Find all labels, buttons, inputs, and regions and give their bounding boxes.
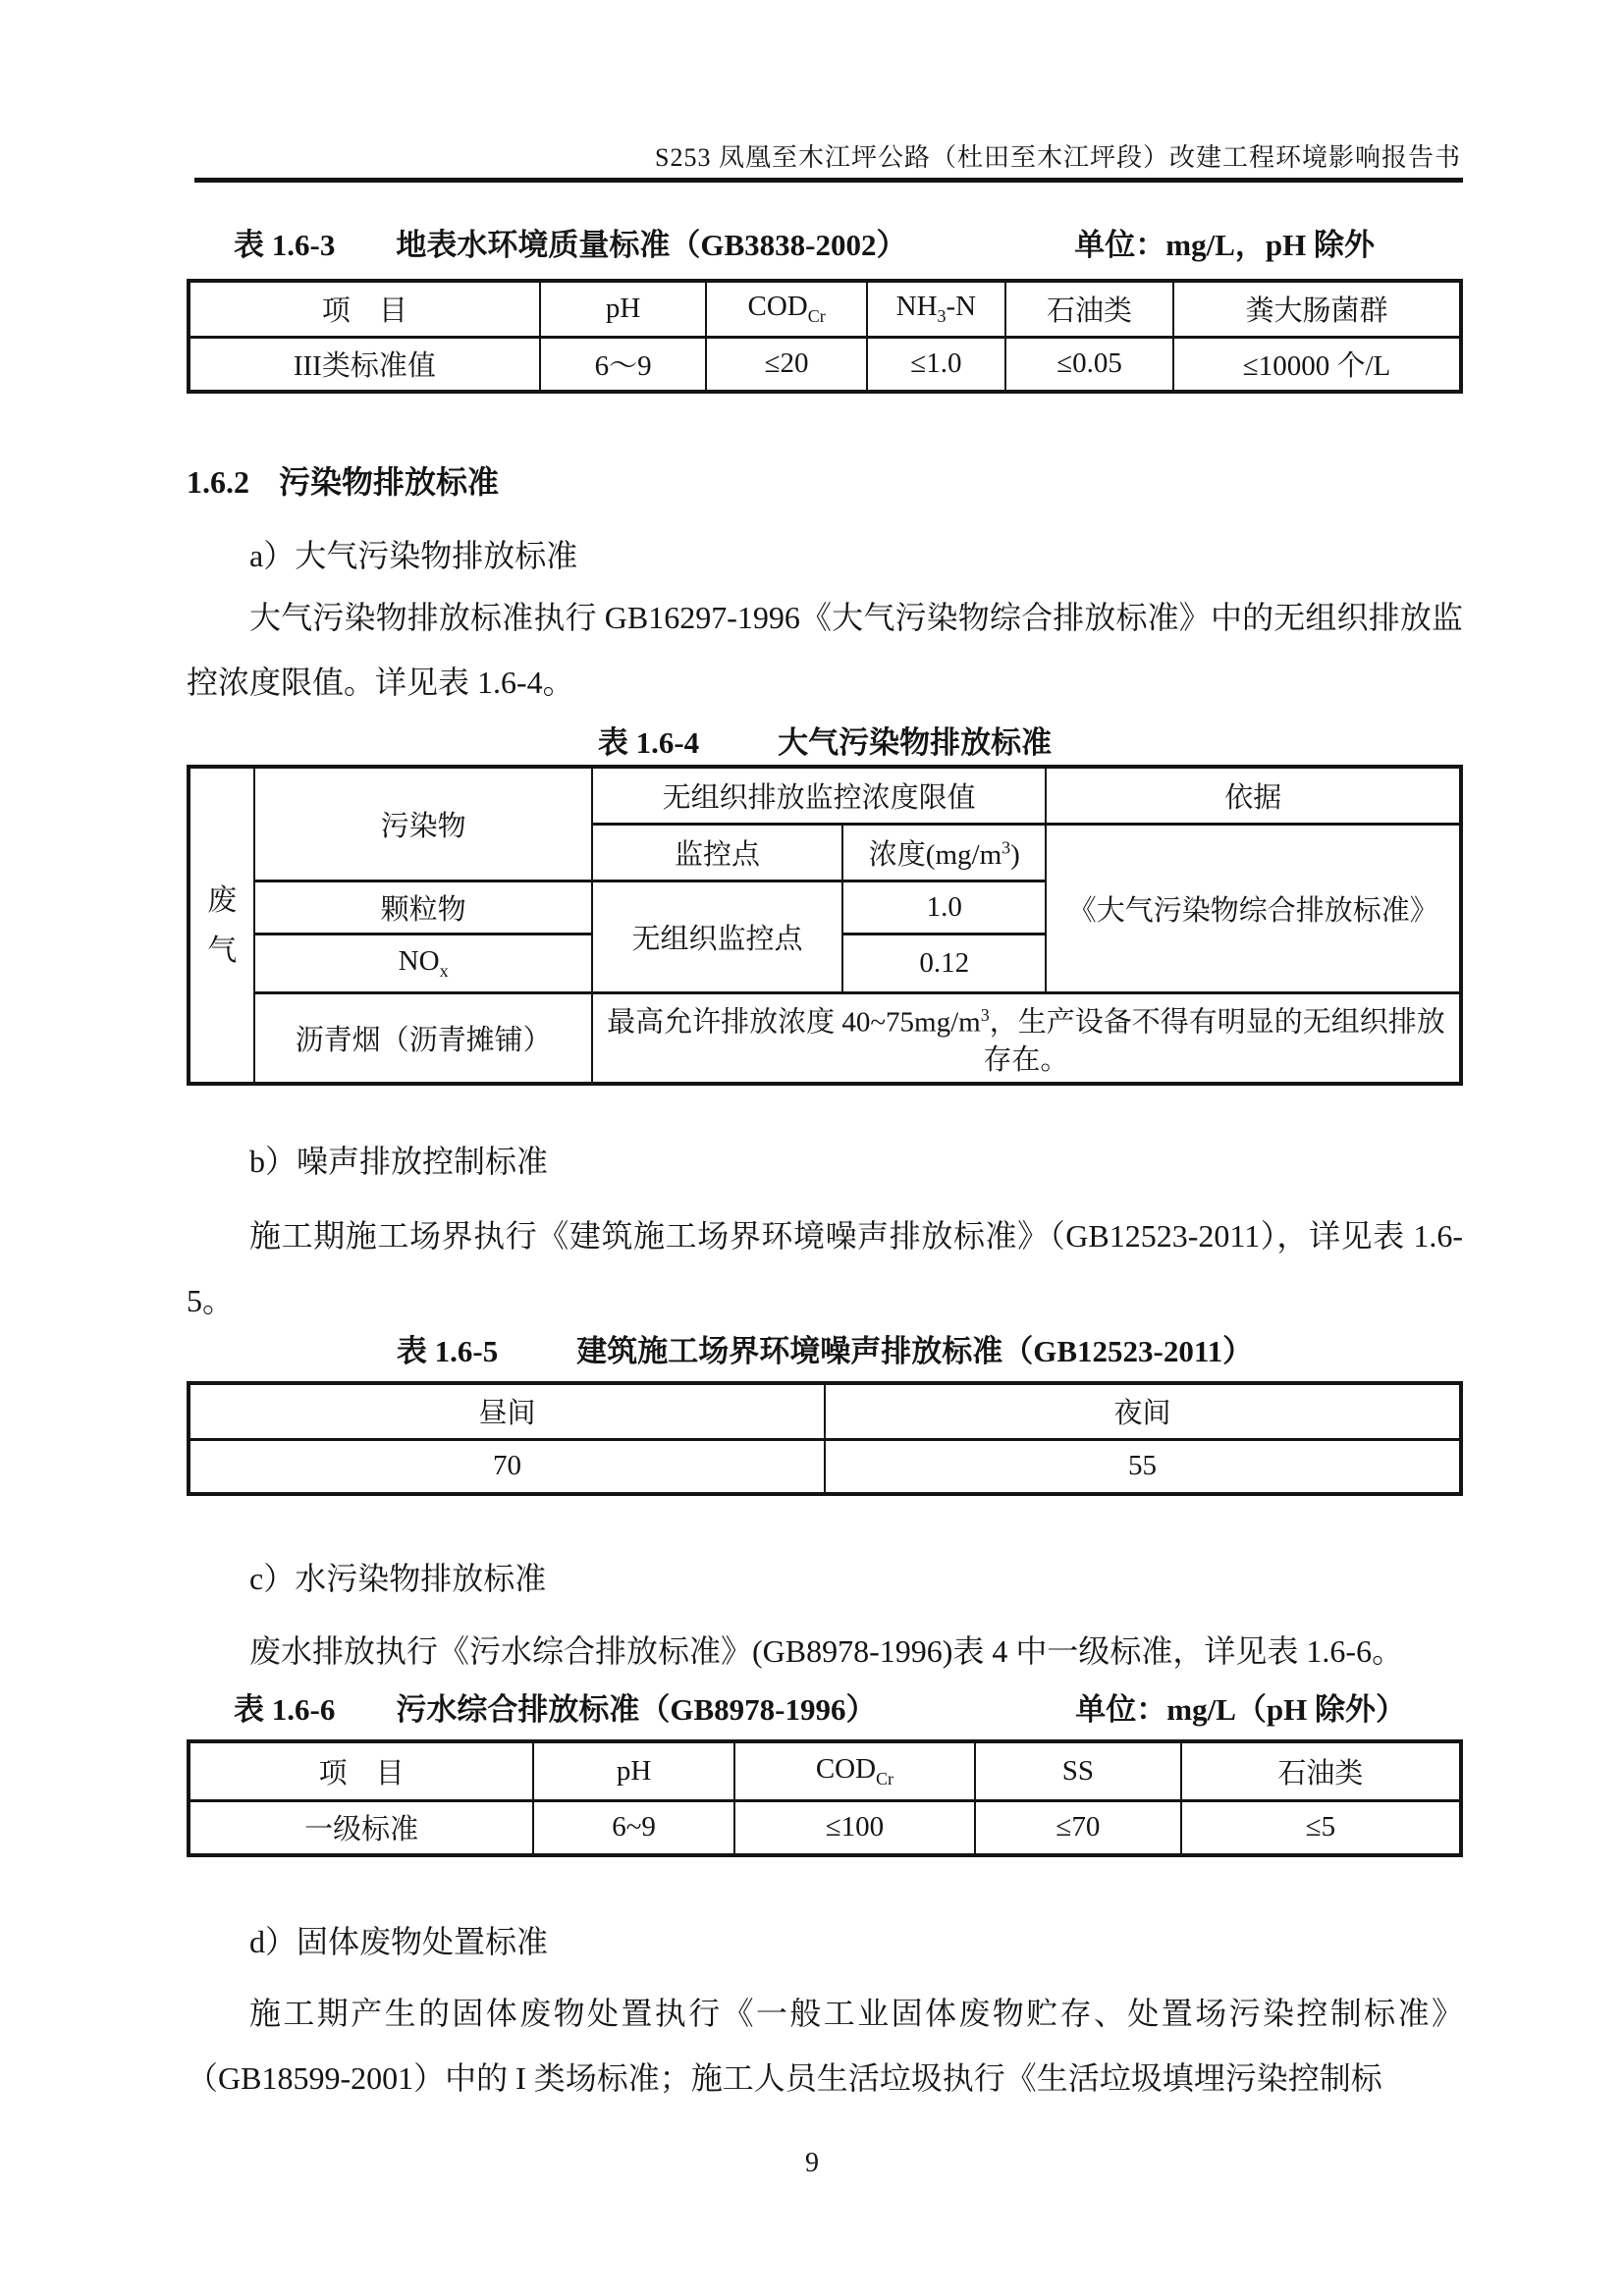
t5-value-day: 70 xyxy=(189,1439,825,1494)
conc-tail: ) xyxy=(1010,838,1020,871)
table-title: 地表水环境质量标准（GB3838-2002） xyxy=(396,228,907,262)
section-title: 污染物排放标准 xyxy=(279,464,500,500)
header-rule xyxy=(194,178,1463,183)
t6-row-oil: ≤5 xyxy=(1181,1800,1461,1855)
t4-row-nox-name xyxy=(254,934,591,992)
subsection-d-heading: d）固体废物处置标准 xyxy=(249,1924,549,1959)
table-title: 大气污染物排放标准 xyxy=(778,725,1053,760)
t3-row-cod: ≤20 xyxy=(706,337,866,392)
cod-base: COD xyxy=(815,1752,877,1785)
t6-header-cod xyxy=(734,1741,975,1800)
t6-row-ph: 6~9 xyxy=(533,1800,734,1855)
cod-sub: Cr xyxy=(876,1768,894,1789)
t3-row-item: III类标准值 xyxy=(189,337,540,392)
t4-rowgroup-waste-gas xyxy=(189,767,254,1084)
table-title: 建筑施工场界环境噪声排放标准（GB12523-2011） xyxy=(576,1334,1254,1368)
t3-header-oil: 石油类 xyxy=(1005,281,1173,337)
t4-subheader-monitor-point: 监控点 xyxy=(592,824,842,881)
subsection-b-paragraph: 施工期施工场界执行《建筑施工场界环境噪声排放标准》（GB12523-2011），详见表 1.6-5。 xyxy=(187,1218,1463,1318)
t4-header-basis: 依据 xyxy=(1046,767,1461,824)
t4-row-asphalt-name: 沥青烟（沥青摊铺） xyxy=(254,992,591,1084)
t4-basis-value: 《大气污染物综合排放标准》 xyxy=(1046,824,1461,992)
conc-pre: 浓度(mg/m xyxy=(868,838,1002,871)
cod-sub: Cr xyxy=(807,306,826,327)
cod-base: COD xyxy=(747,291,808,323)
t5-header-day: 昼间 xyxy=(189,1383,825,1439)
t3-header-item: 项 目 xyxy=(189,281,540,337)
t3-row-ph: 6～9 xyxy=(540,337,707,392)
t6-row-item: 一级标准 xyxy=(189,1800,533,1855)
t4-header-pollutant: 污染物 xyxy=(254,767,591,881)
t4-subheader-concentration xyxy=(842,824,1046,881)
table-1-6-3-caption xyxy=(187,220,1463,264)
table-label: 表 1.6-5 xyxy=(396,1334,499,1368)
table-label: 表 1.6-3 xyxy=(234,228,336,262)
nox-base: NO xyxy=(398,944,440,977)
table-1-6-4 xyxy=(187,765,1463,1086)
subsection-d-paragraph: 施工期产生的固体废物处置执行《一般工业固体废物贮存、处置场污染控制标准》（GB18599-2001）中的 I 类场标准；施工人员生活垃圾执行《生活垃圾填埋污染控制标 xyxy=(187,1996,1463,2096)
table-1-6-4-caption xyxy=(187,718,1463,762)
t6-row-cod: ≤100 xyxy=(734,1800,975,1855)
section-1-6-2-heading xyxy=(187,457,1463,503)
asphalt-note-sup: 3 xyxy=(980,1004,990,1025)
table-1-6-5-caption xyxy=(187,1326,1463,1370)
table-label: 表 1.6-4 xyxy=(597,725,700,760)
t3-header-cod xyxy=(706,281,866,337)
t3-row-coliform: ≤10000 个/L xyxy=(1173,337,1461,392)
table-unit: 单位：mg/L（pH 除外） xyxy=(1075,1692,1406,1727)
page-number: 9 xyxy=(805,2148,819,2178)
nh3-base: NH xyxy=(895,291,938,323)
section-number: 1.6.2 xyxy=(187,464,249,500)
t3-row-nh3: ≤1.0 xyxy=(867,337,1005,392)
t6-row-ss: ≤70 xyxy=(975,1800,1181,1855)
asphalt-note-pre: 最高允许排放浓度 40~75mg/m xyxy=(607,1006,981,1039)
subsection-c-paragraph: 废水排放执行《污水综合排放标准》(GB8978-1996)表 4 中一级标准，详见表 1.6-6。 xyxy=(249,1633,1404,1669)
subsection-a-heading: a）大气污染物排放标准 xyxy=(249,538,578,573)
subsection-b-heading: b）噪声排放控制标准 xyxy=(249,1144,549,1179)
t4-header-limit: 无组织排放监控浓度限值 xyxy=(592,767,1047,824)
conc-sup: 3 xyxy=(1001,836,1011,857)
t4-row-particulate-name: 颗粒物 xyxy=(254,881,591,934)
running-header: S253 凤凰至木江坪公路（杜田至木江坪段）改建工程环境影响报告书 xyxy=(655,143,1461,172)
subsection-a-paragraph: 大气污染物排放标准执行 GB16297-1996《大气污染物综合排放标准》中的无组织排放监控浓度限值。详见表 1.6-4。 xyxy=(187,600,1463,700)
table-1-6-5 xyxy=(187,1381,1463,1496)
t4-row-asphalt-note xyxy=(592,992,1461,1084)
table-1-6-6 xyxy=(187,1739,1463,1857)
nh3-sub: 3 xyxy=(937,306,947,327)
table-1-6-6-caption xyxy=(187,1684,1463,1729)
waste-gas-label: 废气 xyxy=(207,883,238,967)
t3-header-coliform: 粪大肠菌群 xyxy=(1173,281,1461,337)
t3-header-nh3 xyxy=(867,281,1005,337)
t4-row-nox-value: 0.12 xyxy=(842,934,1046,992)
t5-header-night: 夜间 xyxy=(825,1383,1461,1439)
t6-header-oil: 石油类 xyxy=(1181,1741,1461,1800)
t5-value-night: 55 xyxy=(825,1439,1461,1494)
nh3-tail: -N xyxy=(946,291,977,323)
t3-header-ph: pH xyxy=(540,281,707,337)
nox-sub: x xyxy=(439,960,449,981)
t6-header-item: 项 目 xyxy=(189,1741,533,1800)
t3-row-oil: ≤0.05 xyxy=(1005,337,1173,392)
table-title: 污水综合排放标准（GB8978-1996） xyxy=(396,1692,877,1727)
table-1-6-3 xyxy=(187,279,1463,394)
asphalt-note-tail: ，生产设备不得有明显的无组织排放存在。 xyxy=(983,1006,1445,1077)
table-label: 表 1.6-6 xyxy=(234,1692,336,1727)
t6-header-ph: pH xyxy=(533,1741,734,1800)
subsection-c-heading: c）水污染物排放标准 xyxy=(249,1561,547,1596)
t4-monitor-point-value: 无组织监控点 xyxy=(592,881,842,992)
t4-row-particulate-value: 1.0 xyxy=(842,881,1046,934)
table-unit: 单位：mg/L，pH 除外 xyxy=(1074,228,1375,262)
t6-header-ss: SS xyxy=(975,1741,1181,1800)
